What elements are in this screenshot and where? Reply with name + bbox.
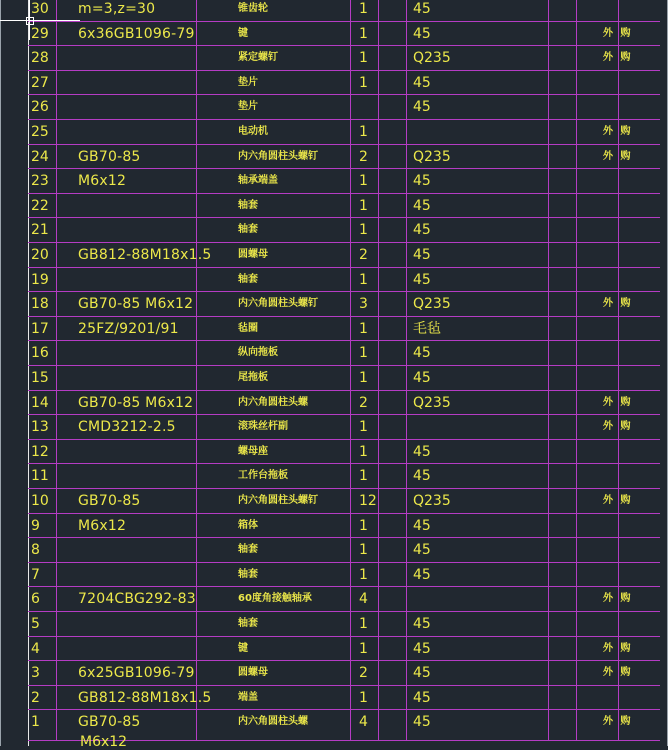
part-name: 内六角圆柱头螺 — [238, 396, 308, 408]
part-quantity: 12 — [359, 493, 377, 509]
table-row — [28, 709, 660, 734]
row-number: 2 — [31, 689, 40, 706]
row-number: 10 — [31, 493, 49, 509]
part-name: 端盖 — [238, 691, 258, 703]
part-name: 轴承端盖 — [238, 175, 278, 187]
part-remark: 外 购 — [603, 593, 633, 605]
part-quantity: 2 — [359, 394, 368, 411]
table-row — [28, 21, 660, 46]
part-name: 轴套 — [238, 568, 258, 580]
row-number: 28 — [31, 50, 49, 67]
table-row — [28, 660, 660, 685]
part-quantity: 2 — [359, 665, 368, 682]
part-name: 内六角圆柱头螺钉 — [238, 298, 318, 310]
part-material: 毛毡 — [413, 320, 441, 337]
row-number: 7 — [31, 566, 40, 583]
part-remark: 外 购 — [603, 667, 633, 679]
part-name: 滚珠丝杆副 — [238, 421, 288, 433]
part-name: 轴套 — [238, 544, 258, 556]
part-quantity: 1 — [359, 443, 368, 460]
part-name: 内六角圆柱头螺 — [238, 716, 308, 728]
part-code: M6x12 — [78, 173, 127, 190]
part-quantity: 1 — [359, 173, 368, 190]
part-name: 尾拖板 — [238, 372, 268, 383]
part-quantity: 1 — [359, 320, 368, 337]
table-row — [28, 463, 660, 488]
part-code: CMD3212-2.5 — [78, 419, 176, 436]
row-number: 15 — [31, 370, 49, 386]
row-number: 3 — [31, 665, 40, 682]
part-material: 45 — [413, 566, 431, 583]
part-name: 紧定螺钉 — [238, 52, 278, 64]
part-quantity: 1 — [359, 25, 368, 42]
part-name: 内六角圆柱头螺钉 — [238, 150, 318, 162]
part-name: 轴套 — [238, 224, 258, 236]
part-material: 45 — [413, 271, 431, 288]
part-material: 45 — [413, 99, 431, 116]
part-name: 垫片 — [238, 101, 258, 113]
row-number: 29 — [31, 25, 49, 42]
part-name: 螺母座 — [238, 445, 268, 457]
table-row — [28, 242, 660, 267]
part-quantity: 1 — [359, 222, 368, 239]
part-quantity: 1 — [359, 370, 368, 386]
part-quantity: 1 — [359, 271, 368, 288]
row-number: 8 — [31, 542, 40, 559]
row-number: 9 — [31, 517, 40, 534]
table-row — [28, 217, 660, 242]
row-number: 16 — [31, 345, 49, 362]
part-name: 毡圈 — [238, 322, 258, 334]
part-name: 纵向拖板 — [238, 347, 278, 359]
row-number: 12 — [31, 443, 49, 460]
part-name: 电动机 — [238, 126, 268, 137]
part-code: GB70-85 M6x12 — [78, 296, 194, 313]
table-row — [28, 267, 660, 292]
crosshair-horizontal — [0, 20, 80, 21]
table-row — [28, 365, 660, 390]
part-code: GB70-85 — [78, 493, 141, 509]
part-name: 轴套 — [238, 199, 258, 211]
table-row — [28, 0, 660, 21]
part-quantity: 4 — [359, 591, 368, 608]
part-name: 轴套 — [238, 273, 258, 285]
part-remark: 外 购 — [603, 52, 633, 64]
part-material: 45 — [413, 1, 431, 17]
part-material: 45 — [413, 468, 431, 485]
part-name: 60度角接触轴承 — [238, 593, 312, 605]
table-row — [28, 513, 660, 538]
part-material: 45 — [413, 689, 431, 706]
table-row — [28, 586, 660, 611]
table-row — [28, 488, 660, 513]
table-row — [28, 316, 660, 341]
table-row — [28, 537, 660, 562]
table-row — [28, 390, 660, 415]
part-material: 45 — [413, 247, 431, 263]
part-material: 45 — [413, 222, 431, 239]
part-code: GB812-88M18x1.5 — [78, 689, 212, 706]
part-quantity: 1 — [359, 197, 368, 214]
part-quantity: 1 — [359, 1, 368, 17]
part-remark: 外 购 — [603, 495, 633, 506]
part-quantity: 1 — [359, 689, 368, 706]
part-material: 45 — [413, 616, 431, 632]
table-row — [28, 291, 660, 316]
part-name: 锥齿轮 — [238, 3, 268, 14]
row-number: 20 — [31, 247, 49, 263]
part-code: m=3,z=30 — [78, 1, 156, 17]
part-quantity: 2 — [359, 247, 368, 263]
table-row — [28, 94, 660, 119]
part-code: GB70-85 — [78, 148, 141, 165]
row-number: 22 — [31, 197, 49, 214]
part-material: 45 — [413, 370, 431, 386]
part-name: 键 — [238, 27, 248, 39]
part-material: Q235 — [413, 394, 451, 411]
part-material: 45 — [413, 665, 431, 682]
part-quantity: 1 — [359, 616, 368, 632]
row-number: 14 — [31, 394, 49, 411]
row-number: 5 — [31, 616, 40, 632]
part-name: 圆螺母 — [238, 667, 268, 679]
row-number: 27 — [31, 74, 49, 91]
part-quantity: 1 — [359, 640, 368, 657]
row-number: 1 — [31, 714, 40, 731]
part-material: Q235 — [413, 50, 451, 67]
part-material: 45 — [413, 517, 431, 534]
part-quantity: 4 — [359, 714, 368, 731]
table-row — [28, 193, 660, 218]
part-material: 45 — [413, 714, 431, 731]
table-row — [28, 439, 660, 464]
row-number: 11 — [31, 468, 49, 485]
row-number: 24 — [31, 148, 49, 165]
part-code: 6x36GB1096-79 — [78, 25, 195, 42]
part-name: 工作台拖板 — [238, 470, 288, 482]
part-material: 45 — [413, 173, 431, 190]
row-number: 6 — [31, 591, 40, 608]
part-material: 45 — [413, 443, 431, 460]
table-row — [28, 611, 660, 636]
overflow-code-text: M6x12 — [80, 734, 128, 750]
part-name: 内六角圆柱头螺钉 — [238, 495, 318, 506]
row-number: 13 — [31, 419, 49, 436]
part-code: 6x25GB1096-79 — [78, 665, 195, 682]
part-quantity: 1 — [359, 124, 368, 140]
part-material: 45 — [413, 542, 431, 559]
row-number: 26 — [31, 99, 49, 116]
part-name: 键 — [238, 642, 248, 654]
part-remark: 外 购 — [603, 642, 633, 654]
part-material: 45 — [413, 345, 431, 362]
table-row — [28, 685, 660, 710]
part-quantity: 1 — [359, 542, 368, 559]
row-number: 23 — [31, 173, 49, 190]
row-number: 19 — [31, 271, 49, 288]
part-material: 45 — [413, 74, 431, 91]
part-code: GB812-88M18x1.5 — [78, 247, 212, 263]
part-remark: 外 购 — [603, 126, 633, 137]
row-number: 25 — [31, 124, 49, 140]
part-material: 45 — [413, 640, 431, 657]
table-row — [28, 168, 660, 193]
part-name: 垫片 — [238, 76, 258, 88]
part-quantity: 1 — [359, 517, 368, 534]
part-remark: 外 购 — [603, 298, 633, 310]
row-number: 4 — [31, 640, 40, 657]
part-remark: 外 购 — [603, 421, 633, 433]
table-row — [28, 414, 660, 439]
row-number: 30 — [31, 1, 49, 17]
part-material: Q235 — [413, 493, 451, 509]
row-number: 21 — [31, 222, 49, 239]
part-material: 45 — [413, 25, 431, 42]
table-row — [28, 144, 660, 169]
part-quantity: 1 — [359, 74, 368, 91]
table-row — [28, 636, 660, 661]
part-name: 轴套 — [238, 618, 258, 629]
table-row — [28, 45, 660, 70]
table-row — [28, 562, 660, 587]
part-material: Q235 — [413, 148, 451, 165]
part-code: 7204CBG292-83 — [78, 591, 196, 608]
part-remark: 外 购 — [603, 27, 633, 39]
part-code: GB70-85 M6x12 — [78, 394, 194, 411]
part-code: GB70-85 — [78, 714, 141, 731]
part-remark: 外 购 — [603, 716, 633, 728]
table-row — [28, 70, 660, 95]
part-material: 45 — [413, 197, 431, 214]
part-quantity: 1 — [359, 345, 368, 362]
crosshair-pickbox-icon — [26, 17, 34, 25]
part-code: M6x12 — [78, 517, 127, 534]
part-code: 25FZ/9201/91 — [78, 320, 179, 337]
part-material: Q235 — [413, 296, 451, 313]
part-name: 箱体 — [238, 519, 258, 531]
part-quantity: 3 — [359, 296, 368, 313]
row-number: 17 — [31, 320, 49, 337]
row-number: 18 — [31, 296, 49, 313]
part-remark: 外 购 — [603, 150, 633, 162]
part-quantity: 1 — [359, 419, 368, 436]
part-quantity: 1 — [359, 468, 368, 485]
part-quantity: 1 — [359, 566, 368, 583]
table-row — [28, 119, 660, 144]
part-quantity: 1 — [359, 50, 368, 67]
part-quantity: 2 — [359, 148, 368, 165]
parts-list-table — [28, 0, 660, 740]
part-remark: 外 购 — [603, 396, 633, 408]
part-name: 圆螺母 — [238, 249, 268, 260]
table-row — [28, 340, 660, 365]
